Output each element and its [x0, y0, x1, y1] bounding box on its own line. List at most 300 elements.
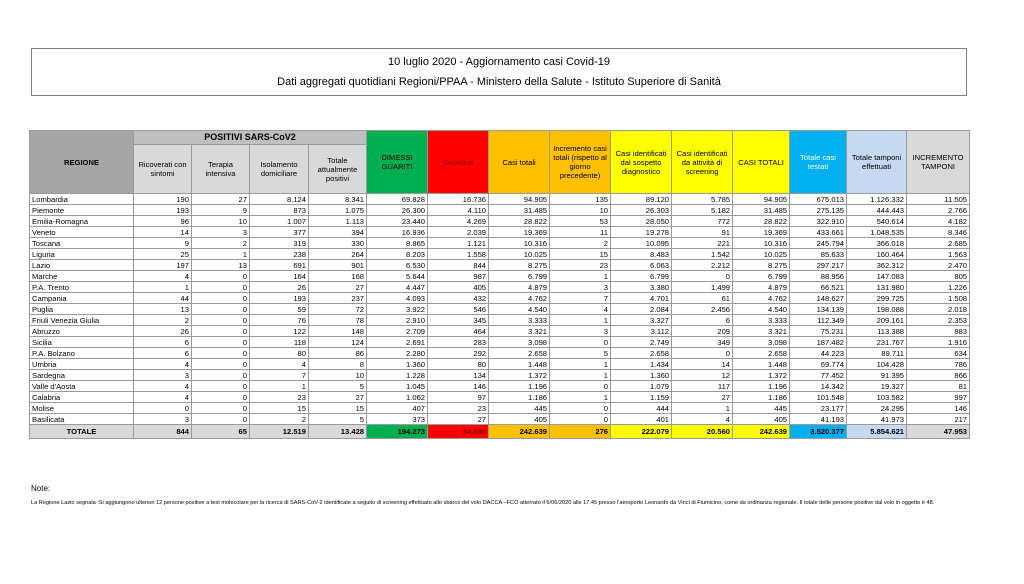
table-cell: 221	[672, 238, 733, 249]
table-cell: 27	[309, 282, 367, 293]
table-cell: 3.922	[367, 304, 428, 315]
table-cell: 3	[192, 227, 250, 238]
table-cell: 8.341	[309, 194, 367, 205]
table-cell: 27	[309, 392, 367, 403]
table-cell: 540.614	[847, 216, 907, 227]
table-cell: 81	[907, 381, 970, 392]
note-text: La Regione Lazio segnala :Si aggiungono ulteriori 12 persone positive a test molecolare per la ricerca di SARS-CoV-2 identificate a seguito di screening effettuato allo sbarco del volo DACCA –FCO atterrato il 6/06/2020 alle 17.45 presso l'aeroporto Leonardo da Vinci di Fiumicino, come da ordinanza regionale. Il totale delle persone positive dal volo in oggetto è 48.	[31, 500, 935, 506]
total-cell: 276	[550, 425, 611, 439]
table-cell: 1.360	[367, 359, 428, 370]
covid-table-body	[30, 194, 970, 439]
table-cell: 0	[550, 337, 611, 348]
col-header-casi-totali-2: CASI TOTALI	[733, 131, 790, 194]
table-cell: 4.540	[489, 304, 550, 315]
table-cell: 407	[367, 403, 428, 414]
table-cell: 2.658	[733, 348, 790, 359]
table-cell: 4	[672, 414, 733, 425]
table-cell: 7	[550, 293, 611, 304]
table-row	[30, 216, 970, 227]
region-name-cell: Umbria	[30, 359, 134, 370]
table-cell: 69.828	[367, 194, 428, 205]
table-cell: 2	[134, 315, 192, 326]
table-cell: 190	[134, 194, 192, 205]
table-cell: 86	[309, 348, 367, 359]
table-cell: 1.196	[489, 381, 550, 392]
table-cell: 28.050	[611, 216, 672, 227]
table-cell: 80	[428, 359, 489, 370]
table-cell: 283	[428, 337, 489, 348]
table-row	[30, 205, 970, 216]
col-header-casi-testati: Totale casi testati	[790, 131, 847, 194]
table-cell: 0	[192, 359, 250, 370]
table-row	[30, 227, 970, 238]
table-cell: 873	[250, 205, 309, 216]
table-cell: 4.879	[733, 282, 790, 293]
table-cell: 1.508	[907, 293, 970, 304]
region-name-cell: Calabria	[30, 392, 134, 403]
table-cell: 4.110	[428, 205, 489, 216]
table-cell: 148	[309, 326, 367, 337]
table-cell: 11	[550, 227, 611, 238]
table-cell: 10.025	[489, 249, 550, 260]
table-cell: 147.083	[847, 271, 907, 282]
table-cell: 805	[907, 271, 970, 282]
table-cell: 3.333	[489, 315, 550, 326]
table-row	[30, 392, 970, 403]
table-cell: 9	[134, 238, 192, 249]
table-cell: 44	[134, 293, 192, 304]
region-name-cell: P.A. Trento	[30, 282, 134, 293]
col-header-tamponi: Totale tamponi effettuati	[847, 131, 907, 194]
col-header-deceduti: Deceduti	[428, 131, 489, 194]
table-cell: 3.321	[489, 326, 550, 337]
total-cell: 3.520.377	[790, 425, 847, 439]
table-cell: 0	[192, 315, 250, 326]
total-cell: 13.428	[309, 425, 367, 439]
region-name-cell: Marche	[30, 271, 134, 282]
table-cell: 2.280	[367, 348, 428, 359]
table-cell: 1.372	[489, 370, 550, 381]
table-cell: 197	[134, 260, 192, 271]
table-cell: 3.327	[611, 315, 672, 326]
table-cell: 148.627	[790, 293, 847, 304]
col-header-screening: Casi identificati da attività di screening	[672, 131, 733, 194]
table-cell: 330	[309, 238, 367, 249]
col-header-totale-positivi: Totale attualmente positivi	[309, 145, 367, 194]
table-cell: 96	[134, 216, 192, 227]
table-cell: 89.711	[847, 348, 907, 359]
table-row	[30, 304, 970, 315]
col-header-dimessi: DIMESSI GUARITI	[367, 131, 428, 194]
table-cell: 4	[134, 381, 192, 392]
table-cell: 41.973	[847, 414, 907, 425]
table-cell: 1.159	[611, 392, 672, 403]
table-cell: 97	[428, 392, 489, 403]
table-cell: 1	[550, 271, 611, 282]
table-cell: 5	[309, 414, 367, 425]
table-cell: 2	[192, 238, 250, 249]
table-cell: 23	[250, 392, 309, 403]
table-cell: 135	[550, 194, 611, 205]
table-cell: 75.231	[790, 326, 847, 337]
table-cell: 10.025	[733, 249, 790, 260]
table-cell: 2	[550, 238, 611, 249]
table-cell: 634	[907, 348, 970, 359]
table-cell: 31.485	[733, 205, 790, 216]
report-subtitle: Dati aggregati quotidiani Regioni/PPAA - Ministero della Salute - Istituto Superiore di Sanità	[277, 76, 721, 88]
table-cell: 89.120	[611, 194, 672, 205]
table-cell: 16.936	[367, 227, 428, 238]
region-name-cell: Sicilia	[30, 337, 134, 348]
table-row	[30, 260, 970, 271]
table-cell: 2.658	[611, 348, 672, 359]
table-cell: 362.312	[847, 260, 907, 271]
table-cell: 6.799	[611, 271, 672, 282]
table-cell: 131.980	[847, 282, 907, 293]
table-cell: 5.644	[367, 271, 428, 282]
table-cell: 77.452	[790, 370, 847, 381]
region-name-cell: Sardegna	[30, 370, 134, 381]
table-cell: 193	[134, 205, 192, 216]
table-cell: 691	[250, 260, 309, 271]
table-cell: 23	[428, 403, 489, 414]
table-cell: 1.542	[672, 249, 733, 260]
table-cell: 23.177	[790, 403, 847, 414]
table-cell: 27	[192, 194, 250, 205]
table-row	[30, 282, 970, 293]
table-cell: 546	[428, 304, 489, 315]
table-cell: 0	[192, 392, 250, 403]
table-cell: 19.369	[489, 227, 550, 238]
table-cell: 69.774	[790, 359, 847, 370]
table-row	[30, 315, 970, 326]
table-cell: 4.701	[611, 293, 672, 304]
table-cell: 118	[250, 337, 309, 348]
col-header-terapia-intensiva: Terapia intensiva	[192, 145, 250, 194]
table-cell: 19.278	[611, 227, 672, 238]
table-cell: 8.483	[611, 249, 672, 260]
table-cell: 16.736	[428, 194, 489, 205]
table-cell: 299.725	[847, 293, 907, 304]
table-cell: 0	[192, 403, 250, 414]
table-cell: 1.563	[907, 249, 970, 260]
col-header-incremento-tamponi: INCREMENTO TAMPONI	[907, 131, 970, 194]
table-cell: 1.360	[611, 370, 672, 381]
table-cell: 7	[250, 370, 309, 381]
table-cell: 0	[192, 271, 250, 282]
table-cell: 0	[192, 414, 250, 425]
table-cell: 28.822	[489, 216, 550, 227]
covid-table	[29, 130, 970, 439]
table-row	[30, 326, 970, 337]
table-cell: 80	[250, 348, 309, 359]
table-cell: 15	[550, 249, 611, 260]
col-header-incremento-casi: Incremento casi totali (rispetto al giorno precedente)	[550, 131, 611, 194]
table-cell: 997	[907, 392, 970, 403]
table-cell: 11.505	[907, 194, 970, 205]
table-cell: 1.048.535	[847, 227, 907, 238]
table-cell: 0	[192, 326, 250, 337]
table-cell: 217	[907, 414, 970, 425]
table-cell: 9	[192, 205, 250, 216]
table-cell: 14	[672, 359, 733, 370]
table-cell: 0	[192, 348, 250, 359]
table-cell: 23	[550, 260, 611, 271]
region-name-cell: Friuli Venezia Giulia	[30, 315, 134, 326]
total-cell: 242.639	[489, 425, 550, 439]
table-cell: 405	[733, 414, 790, 425]
table-cell: 2.749	[611, 337, 672, 348]
table-row	[30, 414, 970, 425]
table-cell: 164	[250, 271, 309, 282]
table-cell: 209.161	[847, 315, 907, 326]
table-cell: 1.113	[309, 216, 367, 227]
table-cell: 1.186	[733, 392, 790, 403]
table-cell: 44.223	[790, 348, 847, 359]
table-cell: 322.910	[790, 216, 847, 227]
table-cell: 6.530	[367, 260, 428, 271]
table-cell: 23.440	[367, 216, 428, 227]
table-cell: 88.956	[790, 271, 847, 282]
col-header-ricoverati: Ricoverati con sintomi	[134, 145, 192, 194]
region-name-cell: Emilia-Romagna	[30, 216, 134, 227]
table-cell: 0	[192, 293, 250, 304]
table-cell: 1.499	[672, 282, 733, 293]
total-cell: 844	[134, 425, 192, 439]
col-header-regione: REGIONE	[30, 131, 134, 194]
table-cell: 4	[550, 304, 611, 315]
table-cell: 4	[134, 271, 192, 282]
region-name-cell: Lombardia	[30, 194, 134, 205]
table-cell: 264	[309, 249, 367, 260]
table-cell: 1	[550, 370, 611, 381]
region-name-cell: Molise	[30, 403, 134, 414]
table-cell: 41.193	[790, 414, 847, 425]
table-cell: 2.910	[367, 315, 428, 326]
table-cell: 987	[428, 271, 489, 282]
table-row	[30, 359, 970, 370]
table-row	[30, 337, 970, 348]
table-cell: 10	[192, 216, 250, 227]
table-row	[30, 293, 970, 304]
region-name-cell: Basilicata	[30, 414, 134, 425]
table-cell: 1	[192, 249, 250, 260]
table-cell: 31.485	[489, 205, 550, 216]
table-cell: 1.226	[907, 282, 970, 293]
table-cell: 26	[134, 326, 192, 337]
table-cell: 3.380	[611, 282, 672, 293]
table-cell: 113.388	[847, 326, 907, 337]
table-cell: 2.456	[672, 304, 733, 315]
table-cell: 1	[672, 403, 733, 414]
region-name-cell: P.A. Bolzano	[30, 348, 134, 359]
table-cell: 3	[134, 414, 192, 425]
table-cell: 5.182	[672, 205, 733, 216]
table-cell: 4.540	[733, 304, 790, 315]
table-cell: 444.443	[847, 205, 907, 216]
total-cell: 12.519	[250, 425, 309, 439]
table-cell: 2.691	[367, 337, 428, 348]
table-cell: 772	[672, 216, 733, 227]
table-cell: 0	[550, 403, 611, 414]
table-cell: 1.916	[907, 337, 970, 348]
table-cell: 0	[192, 304, 250, 315]
table-cell: 2.212	[672, 260, 733, 271]
table-cell: 27	[428, 414, 489, 425]
table-cell: 345	[428, 315, 489, 326]
total-cell: 47.953	[907, 425, 970, 439]
table-cell: 2.039	[428, 227, 489, 238]
table-cell: 0	[192, 370, 250, 381]
table-cell: 76	[250, 315, 309, 326]
table-cell: 19.369	[733, 227, 790, 238]
table-cell: 2.685	[907, 238, 970, 249]
table-cell: 146	[428, 381, 489, 392]
table-cell: 2.470	[907, 260, 970, 271]
table-cell: 1.121	[428, 238, 489, 249]
table-cell: 0	[672, 348, 733, 359]
table-cell: 3	[550, 326, 611, 337]
table-cell: 134.139	[790, 304, 847, 315]
table-row	[30, 381, 970, 392]
table-cell: 85.633	[790, 249, 847, 260]
table-cell: 8.203	[367, 249, 428, 260]
table-row	[30, 249, 970, 260]
table-cell: 4.269	[428, 216, 489, 227]
table-cell: 1.372	[733, 370, 790, 381]
table-cell: 0	[192, 337, 250, 348]
table-cell: 6.799	[489, 271, 550, 282]
table-cell: 8.124	[250, 194, 309, 205]
table-cell: 3.098	[489, 337, 550, 348]
table-cell: 4	[134, 392, 192, 403]
region-name-cell: Veneto	[30, 227, 134, 238]
table-cell: 4.447	[367, 282, 428, 293]
table-cell: 394	[309, 227, 367, 238]
table-cell: 15	[309, 403, 367, 414]
table-cell: 4.182	[907, 216, 970, 227]
col-header-sospetto-diagnostico: Casi identificati dal sospetto diagnostico	[611, 131, 672, 194]
table-cell: 1.062	[367, 392, 428, 403]
table-row	[30, 238, 970, 249]
table-cell: 1.558	[428, 249, 489, 260]
table-cell: 25	[134, 249, 192, 260]
table-cell: 4	[134, 359, 192, 370]
region-name-cell: Liguria	[30, 249, 134, 260]
table-cell: 1.007	[250, 216, 309, 227]
table-cell: 5	[309, 381, 367, 392]
table-cell: 0	[550, 381, 611, 392]
table-cell: 0	[550, 414, 611, 425]
table-cell: 8.346	[907, 227, 970, 238]
table-cell: 103.582	[847, 392, 907, 403]
table-cell: 198.088	[847, 304, 907, 315]
table-cell: 160.464	[847, 249, 907, 260]
table-cell: 15	[250, 403, 309, 414]
table-cell: 10.316	[733, 238, 790, 249]
table-cell: 0	[192, 381, 250, 392]
table-cell: 2.018	[907, 304, 970, 315]
region-name-cell: Valle d'Aosta	[30, 381, 134, 392]
table-cell: 26.300	[367, 205, 428, 216]
table-cell: 366.018	[847, 238, 907, 249]
table-row	[30, 271, 970, 282]
table-cell: 231.767	[847, 337, 907, 348]
table-cell: 193	[250, 293, 309, 304]
report-header	[31, 48, 967, 96]
table-cell: 349	[672, 337, 733, 348]
total-cell: 34.938	[428, 425, 489, 439]
table-cell: 94.905	[489, 194, 550, 205]
col-header-isolamento: Isolamento domiciliare	[250, 145, 309, 194]
table-cell: 112.349	[790, 315, 847, 326]
table-cell: 433.661	[790, 227, 847, 238]
table-cell: 12	[672, 370, 733, 381]
table-cell: 59	[250, 304, 309, 315]
table-cell: 405	[428, 282, 489, 293]
table-cell: 0	[192, 282, 250, 293]
table-row	[30, 348, 970, 359]
table-cell: 786	[907, 359, 970, 370]
table-cell: 1.196	[733, 381, 790, 392]
table-cell: 53	[550, 216, 611, 227]
table-cell: 373	[367, 414, 428, 425]
table-cell: 445	[733, 403, 790, 414]
table-cell: 3	[550, 282, 611, 293]
table-cell: 1.448	[733, 359, 790, 370]
total-cell: 20.560	[672, 425, 733, 439]
total-cell: 65	[192, 425, 250, 439]
table-cell: 1.186	[489, 392, 550, 403]
table-cell: 237	[309, 293, 367, 304]
table-cell: 1.079	[611, 381, 672, 392]
table-cell: 319	[250, 238, 309, 249]
table-cell: 1	[550, 392, 611, 403]
table-cell: 3.333	[733, 315, 790, 326]
table-cell: 24.295	[847, 403, 907, 414]
total-cell: 242.639	[733, 425, 790, 439]
table-cell: 5	[550, 348, 611, 359]
table-cell: 117	[672, 381, 733, 392]
table-row	[30, 370, 970, 381]
table-cell: 1.126.332	[847, 194, 907, 205]
table-cell: 124	[309, 337, 367, 348]
table-cell: 3.321	[733, 326, 790, 337]
region-name-cell: Toscana	[30, 238, 134, 249]
table-cell: 1.228	[367, 370, 428, 381]
table-cell: 8.865	[367, 238, 428, 249]
table-cell: 275.135	[790, 205, 847, 216]
table-cell: 134	[428, 370, 489, 381]
table-cell: 464	[428, 326, 489, 337]
report-title: 10 luglio 2020 - Aggiornamento casi Covid-19	[388, 56, 610, 68]
table-cell: 377	[250, 227, 309, 238]
table-cell: 0	[672, 271, 733, 282]
table-cell: 1.434	[611, 359, 672, 370]
col-header-casi-totali: Casi totali	[489, 131, 550, 194]
region-name-cell: Puglia	[30, 304, 134, 315]
table-cell: 6	[672, 315, 733, 326]
table-cell: 2.658	[489, 348, 550, 359]
table-cell: 8.275	[733, 260, 790, 271]
table-cell: 1	[134, 282, 192, 293]
table-cell: 4.879	[489, 282, 550, 293]
table-cell: 1	[550, 315, 611, 326]
table-cell: 1	[550, 359, 611, 370]
table-cell: 94.905	[733, 194, 790, 205]
table-cell: 6.063	[611, 260, 672, 271]
table-cell: 4.762	[489, 293, 550, 304]
